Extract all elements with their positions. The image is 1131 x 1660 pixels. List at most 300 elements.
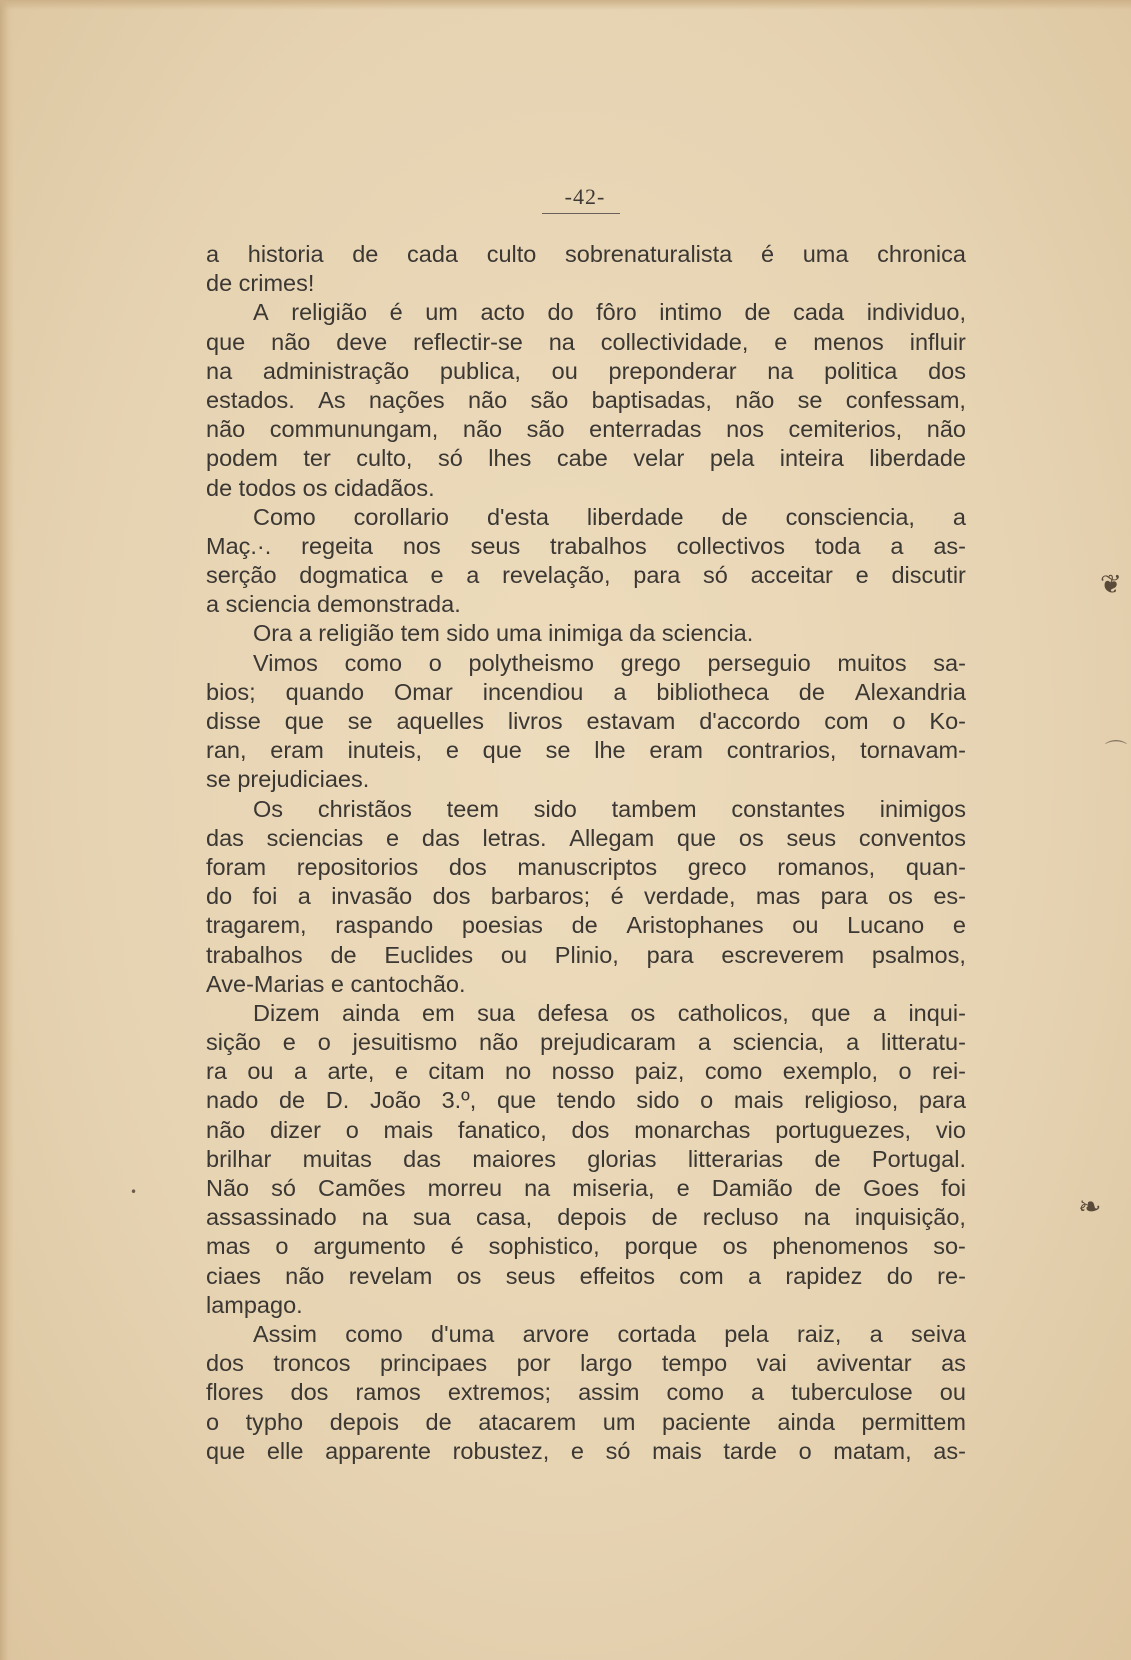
text-line (206, 240, 966, 269)
word: de (814, 1145, 841, 1172)
word: communungam, (269, 416, 439, 443)
text-line: a sciencia demonstrada. (206, 591, 461, 618)
word: troncos (273, 1350, 351, 1377)
word: ou (247, 1058, 274, 1085)
text-line (206, 911, 966, 940)
word: como (345, 1320, 403, 1347)
text-line: de crimes! (206, 270, 315, 297)
word: e (430, 562, 444, 589)
word: as (941, 1350, 966, 1377)
word: sido (636, 1087, 680, 1114)
word: que (206, 1437, 246, 1464)
text-line: lampago. (206, 1291, 303, 1318)
text-line: se prejudiciaes. (206, 766, 370, 793)
word: collectivos (676, 532, 785, 559)
word: sobrenaturalista (565, 241, 733, 267)
word: Aristophanes (626, 912, 764, 939)
margin-stain-mark: ❧ (1078, 1190, 1102, 1223)
word: velar (633, 445, 685, 472)
word: baptisadas, (591, 386, 712, 413)
word: foram (206, 853, 267, 880)
word: a (466, 562, 480, 589)
text-line (206, 649, 966, 678)
word: Como (253, 503, 316, 530)
word: e (570, 1437, 584, 1464)
word: de (571, 912, 598, 939)
word: prejudicaram (540, 1029, 676, 1056)
word: defesa (537, 999, 609, 1026)
word: só (271, 1175, 296, 1201)
word: sua (412, 1204, 451, 1231)
word: culto, (356, 445, 413, 472)
word: Damião (711, 1175, 793, 1201)
word: lhe (594, 737, 626, 764)
word: fanatico, (457, 1116, 547, 1143)
word: livros (507, 708, 563, 734)
word: o (206, 1408, 220, 1435)
word: casa, (475, 1204, 533, 1231)
word: estados. (206, 386, 295, 413)
margin-stain-mark: ❦ (1100, 570, 1122, 600)
text-line (206, 795, 966, 824)
text-line (206, 1349, 966, 1378)
word: João (369, 1087, 421, 1114)
word: revelação, (502, 562, 611, 589)
text-line (206, 386, 966, 415)
page-number-rule (542, 213, 620, 214)
word: paciente (661, 1408, 751, 1435)
word: muitas (302, 1145, 372, 1172)
word: seus (786, 824, 837, 851)
word: com (679, 1262, 724, 1289)
text-line (206, 707, 966, 736)
word: tempo (661, 1350, 728, 1377)
word: as- (933, 532, 966, 559)
text-line (206, 999, 966, 1028)
word: são (530, 386, 569, 413)
word: os (888, 883, 913, 910)
word: poesias (461, 912, 543, 939)
word: Omar (394, 678, 453, 705)
word: historia (247, 241, 324, 267)
word: o (275, 1233, 289, 1260)
word: individuo, (866, 299, 966, 326)
word: do (547, 299, 574, 326)
word: As (318, 386, 346, 413)
word: principaes (379, 1350, 488, 1377)
word: é (450, 1233, 464, 1260)
word: religioso, (804, 1087, 899, 1114)
word: ou (939, 1379, 966, 1406)
word: sciencias (266, 824, 364, 851)
word: bios; (206, 678, 256, 705)
word: so- (933, 1233, 966, 1260)
word: nado (206, 1087, 259, 1114)
body-text (206, 240, 966, 1466)
word: Dizem (253, 999, 320, 1026)
word: a (952, 503, 966, 530)
word: discutir (891, 562, 966, 589)
word: conventos (858, 824, 966, 851)
word: é (389, 299, 403, 326)
text-line (206, 1028, 966, 1057)
word: só (605, 1437, 631, 1464)
word: permittem (861, 1408, 966, 1435)
word: repositorios (296, 853, 419, 880)
text-line (206, 415, 966, 444)
word: não (462, 416, 503, 443)
word: grego (620, 649, 681, 676)
word: tambem (611, 795, 697, 822)
word: paiz, (634, 1058, 685, 1085)
word: psalmos, (871, 941, 966, 968)
word: dos (448, 853, 487, 880)
word: estavam (586, 708, 676, 734)
word: revelam (348, 1262, 433, 1289)
word: manuscriptos (517, 853, 658, 880)
word: tornavam- (860, 737, 966, 764)
word: d'uma (431, 1320, 495, 1347)
text-line (206, 503, 966, 532)
word: é (760, 241, 775, 267)
text-line (206, 1262, 966, 1291)
word: não (206, 416, 246, 443)
word: depois (329, 1408, 399, 1435)
word: escreverem (721, 941, 845, 968)
word: aviventar (816, 1350, 912, 1377)
word: glorias (587, 1145, 657, 1172)
word: politica (824, 357, 898, 384)
word: de (278, 1087, 306, 1114)
word: phenomenos (772, 1233, 909, 1260)
word: assassinado (206, 1204, 337, 1231)
word: Euclides (384, 941, 474, 968)
word: acto (480, 299, 525, 326)
word: flores (206, 1379, 264, 1406)
word: depois (557, 1204, 627, 1231)
word: collectividade, (600, 328, 749, 355)
word: mais (652, 1437, 702, 1464)
text-line (206, 882, 966, 911)
word: contrarios, (726, 737, 837, 764)
word: Allegam (569, 824, 655, 851)
word: brilhar (206, 1145, 272, 1172)
word: e (952, 912, 966, 939)
word: enterradas (589, 416, 702, 443)
word: é (610, 883, 624, 910)
word: perseguio (707, 649, 811, 676)
word: barbaros; (490, 883, 591, 910)
word: na (548, 328, 575, 355)
word: 3.º, (441, 1087, 477, 1114)
word: lhes (488, 445, 532, 472)
word: raiz, (796, 1320, 842, 1347)
word: para (646, 941, 694, 968)
word: catholicos, (677, 999, 789, 1026)
word: re- (937, 1262, 966, 1289)
word: sophistico, (488, 1233, 600, 1260)
word: chronica (877, 241, 966, 267)
word: nações (368, 386, 445, 413)
word: deve (336, 328, 388, 355)
word: tendo (556, 1087, 616, 1114)
word: consciencia, (785, 503, 915, 530)
word: Portugal. (871, 1145, 966, 1172)
word: inuteis, (347, 737, 423, 764)
text-line (206, 561, 966, 590)
word: nosso (551, 1058, 615, 1085)
word: um (602, 1408, 636, 1435)
word: greco (687, 853, 747, 880)
word: rapidez (785, 1262, 863, 1289)
word: das (403, 1145, 442, 1172)
text-line (206, 1116, 966, 1145)
word: e (394, 1058, 408, 1085)
word: a (751, 1379, 765, 1406)
word: do (886, 1262, 913, 1289)
word: na (206, 357, 233, 384)
word: a (613, 678, 627, 705)
word: eram (649, 737, 703, 764)
word: litteratu- (881, 1029, 966, 1056)
word: eram (270, 737, 324, 764)
word: vio (935, 1116, 966, 1143)
text-line (206, 1145, 966, 1174)
word: a (697, 1029, 711, 1056)
word: só (437, 445, 463, 472)
word: menos (813, 328, 884, 355)
word: confessam, (845, 386, 966, 413)
word: cortada (617, 1320, 696, 1347)
word: argumento (313, 1233, 426, 1260)
word: para (820, 883, 868, 910)
word: monarchas (634, 1116, 751, 1143)
word: a (890, 532, 904, 559)
word: apparente (325, 1437, 431, 1464)
word: em (422, 999, 455, 1026)
word: liberdade (586, 503, 684, 530)
word: não (467, 386, 508, 413)
word: de (651, 1204, 678, 1231)
word: mais (733, 1087, 784, 1114)
word: a (869, 1320, 883, 1347)
word: trabalhos (206, 941, 303, 968)
word: de (330, 941, 357, 968)
text-line (206, 1174, 966, 1203)
word: corollario (353, 503, 449, 530)
word: ou (551, 357, 578, 384)
word: inimigos (879, 795, 966, 822)
word: as- (933, 1437, 966, 1464)
word: d'esta (486, 503, 549, 530)
text-line (206, 1057, 966, 1086)
word: não (285, 1262, 325, 1289)
text-line: Ora a religião tem sido uma inimiga da sciencia. (253, 620, 754, 647)
word: toda (814, 532, 861, 559)
word: a (206, 241, 220, 267)
word: ainda (342, 999, 400, 1026)
word: es- (933, 883, 966, 910)
word: inquisição, (854, 1204, 966, 1231)
word: pela (709, 445, 755, 472)
word: intimo (659, 299, 722, 326)
page-top-edge (0, 0, 1131, 10)
word: nos (726, 416, 764, 443)
word: a (293, 1058, 307, 1085)
word: exemplo, (782, 1058, 879, 1085)
word: christãos (317, 795, 412, 822)
word: e (282, 1029, 296, 1056)
word: das (421, 824, 460, 851)
word: religião (291, 299, 368, 326)
word: sua (477, 999, 515, 1026)
word: cabe (556, 445, 608, 472)
word: seus (505, 1262, 556, 1289)
word: muitos (837, 649, 907, 676)
word: influir (909, 328, 966, 355)
word: ou (500, 941, 528, 968)
word: assim (578, 1379, 640, 1406)
word: disse (206, 708, 261, 734)
word: d'accordo (699, 708, 801, 734)
word: Vimos (253, 649, 318, 676)
text-line (206, 1320, 966, 1349)
word: raspando (335, 912, 434, 939)
word: dogmatica (299, 562, 408, 589)
word: Os (253, 795, 284, 822)
word: quando (285, 678, 365, 705)
word: seus (470, 532, 521, 559)
word: effeitos (579, 1262, 655, 1289)
word: largo (580, 1350, 633, 1377)
word: e (386, 824, 400, 851)
word: Alexandria (854, 678, 966, 705)
word: ciaes (206, 1262, 261, 1289)
word: na (361, 1204, 388, 1231)
word: uma (802, 241, 849, 267)
word: Lucano (847, 912, 925, 939)
word: verdade, (644, 883, 736, 910)
word: que (676, 824, 717, 851)
word: acceitar (750, 562, 833, 589)
word: trabalhos (550, 532, 647, 559)
word: cada (793, 299, 845, 326)
word: dizer (269, 1116, 321, 1143)
word: liberdade (869, 445, 966, 472)
word: culto (486, 241, 537, 267)
word: que (482, 737, 522, 764)
text-line (206, 532, 966, 561)
word: o (317, 1029, 331, 1056)
text-line (206, 941, 966, 970)
word: como (704, 1058, 763, 1085)
word: a (297, 883, 311, 910)
word: romanos, (777, 853, 876, 880)
word: para (918, 1087, 966, 1114)
margin-stain-mark: ⌒ (1105, 740, 1128, 765)
word: arte, (327, 1058, 375, 1085)
word: vai (756, 1350, 787, 1377)
word: tarde (723, 1437, 777, 1464)
word: D. (325, 1087, 350, 1114)
word: não (735, 386, 775, 413)
word: o (700, 1087, 714, 1114)
word: Não (206, 1175, 250, 1201)
word: de (425, 1408, 452, 1435)
text-line (206, 824, 966, 853)
word: inteira (779, 445, 844, 472)
word: um (425, 299, 458, 326)
word: publica, (439, 357, 521, 384)
word: ra (206, 1058, 227, 1085)
word: e (774, 328, 788, 355)
word: portuguezes, (775, 1116, 912, 1143)
word: não (206, 1116, 246, 1143)
word: ter (303, 445, 331, 472)
word: Goes (862, 1175, 920, 1201)
word: a (872, 999, 886, 1026)
word: se (545, 737, 571, 764)
word: se (797, 386, 823, 413)
word: nos (402, 532, 441, 559)
word: mas (755, 883, 801, 910)
word: não (479, 1029, 519, 1056)
word: typho (245, 1408, 304, 1435)
text-line (206, 1232, 966, 1261)
text-line (206, 1437, 966, 1466)
word: sido (533, 795, 577, 822)
word: teem (446, 795, 499, 822)
word: e (445, 737, 459, 764)
word: os (722, 1233, 748, 1260)
word: e (855, 562, 869, 589)
word: robustez, (452, 1437, 550, 1464)
word: cemiterios, (788, 416, 903, 443)
word: os (738, 824, 764, 851)
word: tuberculose (791, 1379, 913, 1406)
word: extremos; (447, 1379, 552, 1406)
text-line (206, 298, 966, 327)
word: recluso (702, 1204, 779, 1231)
word: o (898, 1058, 912, 1085)
word: pela (724, 1320, 769, 1347)
word: miseria, (572, 1175, 655, 1201)
word: são (526, 416, 565, 443)
word: constantes (731, 795, 845, 822)
word: porque (624, 1233, 698, 1260)
word: só (703, 562, 728, 589)
word: sição (206, 1029, 261, 1056)
margin-dot-mark: • (130, 1185, 138, 1199)
word: Assim (253, 1320, 317, 1347)
text-line (206, 328, 966, 357)
word: o (798, 1437, 812, 1464)
word: ainda (777, 1408, 835, 1435)
word: A (253, 299, 269, 326)
word: de (721, 503, 748, 530)
word: sciencia, (732, 1029, 825, 1056)
word: não (926, 416, 966, 443)
word: ran, (206, 737, 247, 764)
word: bibliotheca (656, 678, 769, 705)
word: de (814, 1175, 841, 1201)
word: na (524, 1175, 551, 1201)
word: que (284, 708, 324, 734)
word: os (456, 1262, 482, 1289)
word: fôro (596, 299, 637, 326)
word: ou (792, 912, 819, 939)
word: quan- (905, 853, 966, 880)
